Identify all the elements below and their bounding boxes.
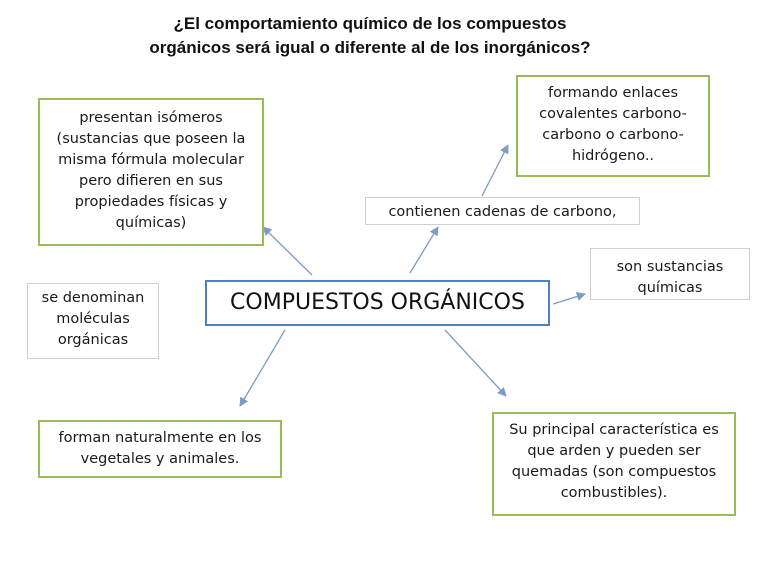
node-denominan [27,283,159,359]
arrow-to-isomeros [263,227,312,275]
node-caracteristica-text: Su principal característica es que arden y pueden ser quemadas (son compuestos combustibles). [509,422,719,501]
arrow-to-naturalmente [240,330,285,406]
node-sustancias-text: son sustancias químicas [616,259,724,296]
title-line-1: ¿El comportamiento químico de los compuestos [173,14,567,33]
node-naturalmente-text: forman naturalmente en los vegetales y animales. [58,430,262,467]
node-cadenas-text: contienen cadenas de carbono, [388,204,617,220]
node-enlaces-text: formando enlaces covalentes carbono-carbono o carbono-hidrógeno.. [539,85,687,164]
arrow-to-caracteristica [445,330,506,396]
node-enlaces [516,75,710,177]
node-sustancias [590,248,750,300]
node-isomeros-text: presentan isómeros (sustancias que poseen la misma fórmula molecular pero difieren en sus propiedades físicas y químicas) [56,110,246,231]
central-concept-text: COMPUESTOS ORGÁNICOS [230,290,525,315]
node-denominan-text: se denominan moléculas orgánicas [41,290,145,348]
arrow-to-enlaces [482,145,508,196]
arrow-to-cadenas [410,227,438,273]
title-line-2: orgánicos será igual o diferente al de los inorgánicos? [149,38,591,57]
node-naturalmente [38,420,282,478]
arrow-to-sustancias [553,294,585,304]
central-concept [205,280,550,326]
node-caracteristica [492,412,736,516]
node-cadenas [365,197,640,225]
node-isomeros [38,98,264,246]
